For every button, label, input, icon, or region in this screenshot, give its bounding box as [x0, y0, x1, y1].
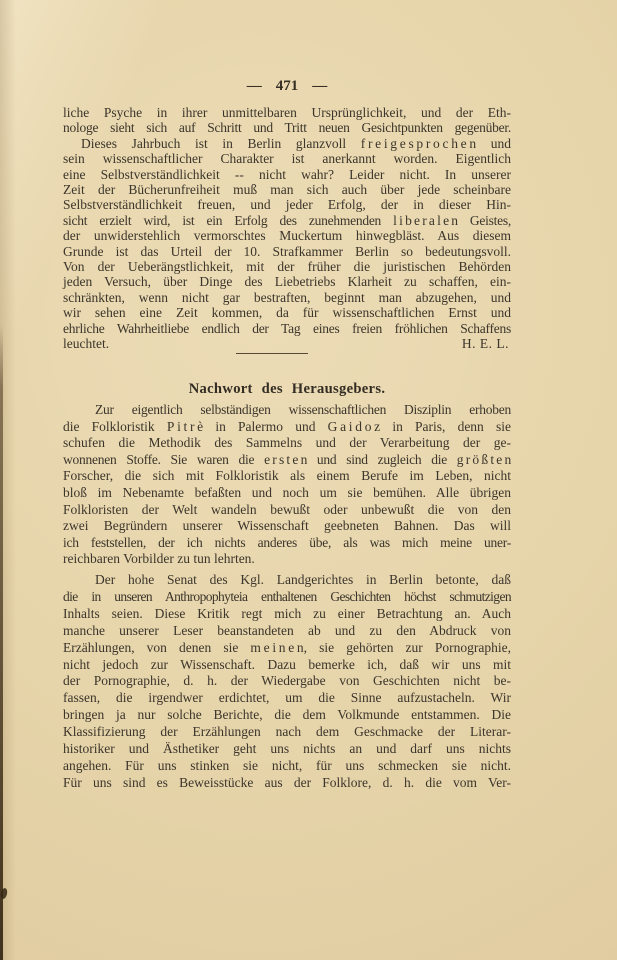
paragraph-last-word: leuchtet. [63, 336, 110, 351]
text-line: bringen ja nur solche Berichte, die dem Volkmunde entstammen. Die [63, 707, 511, 723]
text-line: Zur eigentlich selbständigen wissenschaftlichen Disziplin erhoben [95, 402, 511, 417]
text-line: sicht erzielt wird, ist ein Erfolg des zunehmenden l i b e r a l e n Geistes, [63, 212, 511, 228]
em-dash-left: — [246, 78, 262, 94]
afterword-paragraph-1 [63, 402, 511, 568]
text-line: liche Psyche in ihrer unmittelbaren Ursprünglichkeit, und der Eth- [63, 105, 511, 120]
afterword-paragraph-2 [63, 572, 511, 792]
text-line: bloß im Nebenamte befaßten und noch um sie bemühen. Alle übrigen [63, 484, 511, 500]
text-line: zwei Begründern unserer Wissenschaft geebneten Bahnen. Das will [63, 518, 511, 534]
text-line: Forscher, die sich mit Folkloristik als einem Berufe im Leben, nicht [63, 468, 511, 484]
text-line: Dieses Jahrbuch ist in Berlin glanzvoll f r e i g e s p r o c h e n und [81, 135, 511, 151]
text-line: eine Selbstverständlichkeit -- nicht wahr? Leider nicht. In unserer [63, 166, 511, 182]
signature-line [63, 336, 511, 351]
section-heading: Nachwort des Herausgebers. [188, 381, 386, 397]
text-line: angehen. Für uns stinken sie nicht, für uns schmecken sie nicht. [63, 757, 511, 773]
text-line: reichbaren Vorbilder zu tun lehrten. [63, 551, 255, 567]
text-line: wir sehen eine Zeit kommen, da für wissenschaftlichen Ernst und [63, 305, 511, 321]
text-line: Zeit der Bücherunfreiheit muß man sich auch über jede scheinbare [63, 182, 511, 198]
text-line: ich feststellen, der ich nichts anderes übe, als was mich meine uner- [63, 534, 511, 550]
text-line: manche unserer Leser beanstandeten ab und zu den Abdruck von [63, 622, 511, 638]
text-line: Klassifizierung der Erzählungen nach dem Geschmacke der Literar- [63, 724, 511, 740]
em-dash-right: — [312, 78, 328, 94]
text-line: Inhalts seien. Diese Kritik regt mich zu einer Betrachtung an. Auch [63, 605, 511, 621]
text-line: nicht jedoch zur Wissenschaft. Dazu bemerke ich, daß wir uns mit [63, 656, 511, 672]
text-line: schränkten, wenn nicht gar bestraften, beginnt man abzugehen, und [63, 289, 511, 305]
page-number: 471 [275, 78, 299, 94]
text-line: ehrliche Wahrheitliebe endlich der Tag eines freien fröhlichen Schaffens [63, 320, 511, 336]
text-line: schufen die Methodik des Sammelns und der Verarbeitung der ge- [63, 435, 511, 451]
text-line: Grunde ist das Urteil der 10. Strafkammer Berlin so bedeutungsvoll. [63, 243, 511, 259]
text-line: die Folkloristik P i t r è in Palermo und G a i d o z in Paris, denn sie [63, 418, 511, 434]
text-line: nologe sieht sich auf Schritt und Tritt neuen Gesichtpunkten gegenüber. [63, 120, 511, 136]
text-line: jeden Versuch, über Dinge des Liebetriebs Klarheit zu schaffen, ein- [63, 274, 511, 290]
section-divider [236, 353, 308, 354]
text-line: historiker und Ästhetiker geht uns nichts an und darf uns nichts [63, 741, 511, 757]
text-line: der unwiderstehlich vermorschtes Muckertum hinwegbläst. Aus diesem [63, 228, 511, 244]
text-line: sein wissenschaftlicher Charakter ist anerkannt worden. Eigentlich [63, 151, 511, 167]
text-line: Für uns sind es Beweisstücke aus der Folklore, d. h. die vom Ver- [63, 774, 511, 790]
page-number-header [63, 78, 511, 95]
text-line: fassen, die irgendwer erdichtet, um die Sinne aufzustacheln. Wir [63, 690, 511, 706]
page-edge-line [0, 325, 3, 960]
text-line: wonnenen Stoffe. Sie waren die e r s t e n und sind zugleich die g r ö ß t e n [63, 451, 511, 467]
text-line: Selbstverständlichkeit freuen, und jeder Erfolg, der in dieser Hin- [63, 197, 511, 213]
text-line: die in unseren Anthropophyteia enthaltenen Geschichten höchst schmutzigen [63, 588, 511, 604]
continuation-paragraphs [63, 105, 511, 336]
text-line: Erzählungen, von denen sie m e i n e n, sie gehörten zur Pornographie, [63, 639, 511, 655]
text-line: Der hohe Senat des Kgl. Landgerichtes in Berlin betonte, daß [95, 572, 511, 587]
editor-initials: H. E. L. [461, 336, 509, 351]
text-line: der Pornographie, d. h. der Wiedergabe von Geschichten nicht be- [63, 673, 511, 689]
text-line: Folkloristen der Welt wandeln bewußt oder unbewußt die von den [63, 501, 511, 517]
text-line: Von der Ueberängstlichkeit, mit der früher die juristischen Behörden [63, 259, 511, 275]
